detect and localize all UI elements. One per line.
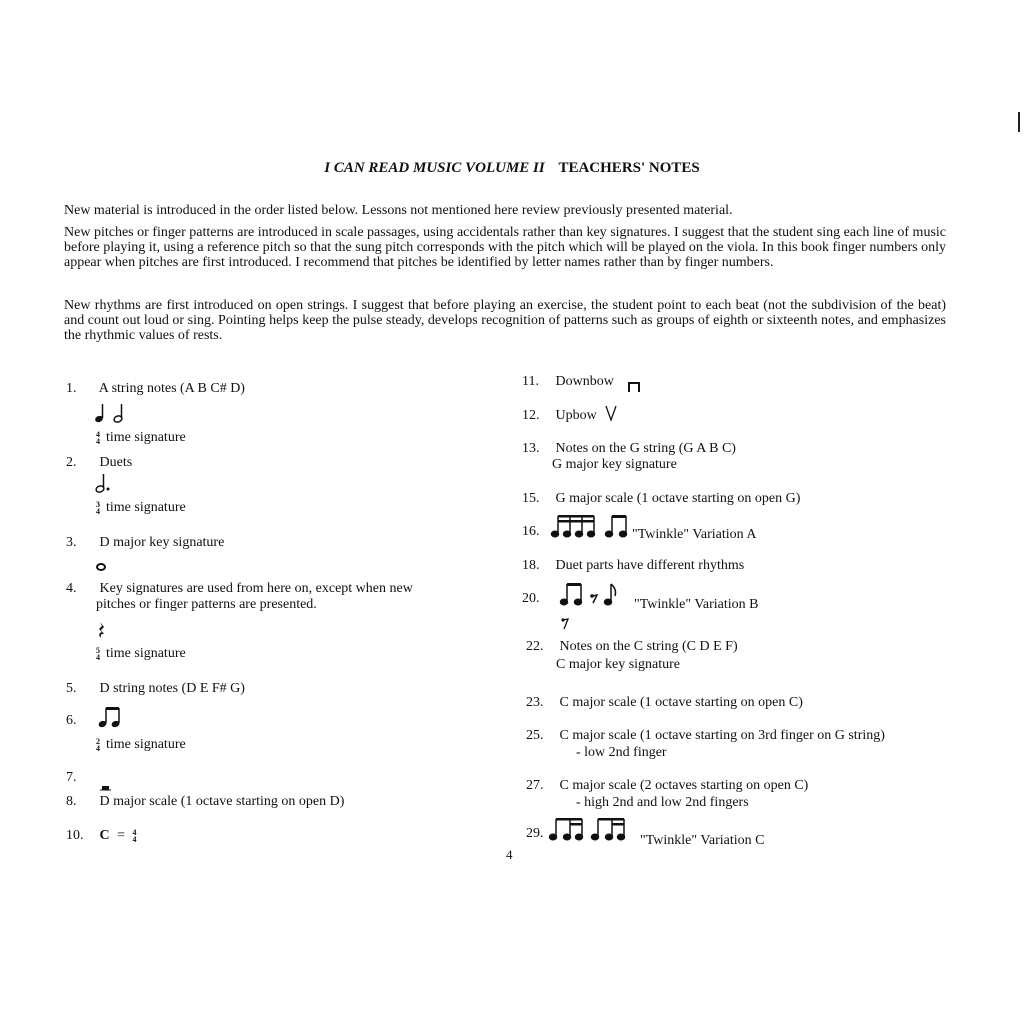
page-title bbox=[0, 160, 1024, 177]
time-signature-label: time signature bbox=[106, 737, 186, 752]
time-signature-label: time signature bbox=[106, 500, 186, 515]
intro-paragraph-2: New pitches or finger patterns are introduced in scale passages, using accidentals rather than key signatures. I suggest that the student sing each line of music before playing it, using a reference pitch so that the sung pitch corresponds with the pitch which will be played on the viola. In this book finger numbers only appear when pitches are first introduced. I recommend that pitches be identified by letter names rather than by finger numbers. bbox=[64, 225, 946, 270]
page-number: 4 bbox=[506, 847, 513, 862]
intro-paragraph-3: New rhythms are first introduced on open strings. I suggest that before playing an exercise, the student point to each beat (not the subdivision of the beat) and count out loud or sing. Pointing helps keep the pulse steady, develops recognition of patterns such as groups of eighth or sixteenth notes, and emphasizes the rhythmic values of rests. bbox=[64, 298, 946, 343]
item-22-line-2: C major key signature bbox=[556, 657, 681, 672]
item-number: 4. bbox=[66, 581, 77, 596]
item-27-line-2: - high 2nd and low 2nd fingers bbox=[576, 795, 749, 810]
item-text-line-1: Notes on the G string (G A B C) bbox=[555, 441, 736, 456]
item-25-line-2: - low 2nd finger bbox=[576, 745, 667, 760]
item-number: 3. bbox=[66, 535, 77, 550]
item-27 bbox=[526, 778, 808, 794]
item-16 bbox=[522, 524, 552, 540]
item-10 bbox=[66, 828, 143, 844]
item-25 bbox=[526, 728, 885, 744]
item-number: 7. bbox=[66, 770, 77, 785]
item-number: 15. bbox=[522, 491, 540, 506]
item-1 bbox=[66, 381, 245, 397]
item-number: 8. bbox=[66, 794, 77, 809]
item-18 bbox=[522, 558, 744, 574]
item-number: 12. bbox=[522, 408, 540, 423]
equals-sign: = bbox=[117, 828, 126, 843]
item-number: 25. bbox=[526, 728, 544, 743]
item-number: 20. bbox=[522, 591, 540, 606]
item-8 bbox=[66, 794, 344, 810]
item-20 bbox=[522, 591, 552, 607]
item-4 bbox=[66, 581, 413, 597]
time-signature-icon: 4 4 bbox=[96, 429, 100, 446]
time-signature-label: time signature bbox=[106, 646, 186, 661]
item-text: Downbow bbox=[555, 374, 614, 389]
item-text-line-1: C major scale (2 octaves starting on open C) bbox=[559, 778, 809, 793]
eighth-rest-eighth-note-icon bbox=[560, 581, 626, 610]
item-12 bbox=[522, 408, 597, 424]
item-11 bbox=[522, 374, 614, 390]
upbow-icon bbox=[605, 404, 617, 424]
item-16-text: "Twinkle" Variation A bbox=[632, 527, 757, 542]
title-italic: I CAN READ MUSIC VOLUME II bbox=[324, 160, 545, 176]
dotted-eighth-sixteenth-icon bbox=[549, 816, 641, 845]
item-text: D string notes (D E F# G) bbox=[99, 681, 245, 696]
half-rest-icon bbox=[100, 775, 112, 795]
item-text: C major scale (1 octave starting on open C) bbox=[559, 695, 803, 710]
title-bold: TEACHERS' NOTES bbox=[558, 160, 700, 176]
item-text: Upbow bbox=[555, 408, 597, 423]
item-number: 27. bbox=[526, 778, 544, 793]
item-text: Duets bbox=[99, 455, 133, 470]
eighth-rest-icon bbox=[560, 614, 570, 634]
item-number: 23. bbox=[526, 695, 544, 710]
item-22 bbox=[526, 639, 738, 655]
item-13 bbox=[522, 441, 736, 457]
item-text: D major key signature bbox=[99, 535, 225, 550]
item-4-line-2: pitches or finger patterns are presented. bbox=[96, 597, 317, 612]
item-5 bbox=[66, 681, 245, 697]
item-number: 6. bbox=[66, 713, 77, 728]
item-text: D major scale (1 octave starting on open D) bbox=[99, 794, 345, 809]
item-3 bbox=[66, 535, 224, 551]
item-number: 11. bbox=[522, 374, 539, 389]
intro-paragraph-1: New material is introduced in the order listed below. Lessons not mentioned here review previously presented material. bbox=[64, 203, 733, 218]
item-1-time-signature bbox=[96, 430, 186, 446]
time-signature-label: time signature bbox=[106, 430, 186, 445]
item-6-time-signature bbox=[96, 737, 186, 753]
downbow-icon bbox=[628, 376, 640, 396]
time-signature-icon: 2 4 bbox=[96, 736, 100, 753]
item-number: 5. bbox=[66, 681, 77, 696]
time-signature-icon: 3 4 bbox=[96, 499, 100, 516]
time-signature-icon: 4 4 bbox=[132, 827, 137, 844]
common-time-icon: C bbox=[99, 828, 110, 843]
item-2-time-signature bbox=[96, 500, 186, 516]
item-number: 29. bbox=[526, 826, 544, 841]
item-text: G major scale (1 octave starting on open G) bbox=[555, 491, 801, 506]
item-number: 22. bbox=[526, 639, 544, 654]
item-text-line-1: C major scale (1 octave starting on 3rd finger on G string) bbox=[559, 728, 885, 743]
item-23 bbox=[526, 695, 803, 711]
item-text: Duet parts have different rhythms bbox=[555, 558, 745, 573]
item-7 bbox=[66, 770, 96, 786]
item-2 bbox=[66, 455, 132, 471]
item-text-line-1: Key signatures are used from here on, except when new bbox=[99, 581, 413, 596]
item-text-line-1: Notes on the C string (C D E F) bbox=[559, 639, 738, 654]
item-29-text: "Twinkle" Variation C bbox=[640, 833, 765, 848]
item-text: A string notes (A B C# D) bbox=[98, 381, 245, 396]
item-4-time-signature bbox=[96, 646, 186, 662]
item-number: 10. bbox=[66, 828, 84, 843]
item-number: 13. bbox=[522, 441, 540, 456]
dotted-half-note-icon bbox=[95, 472, 115, 497]
whole-note-icon bbox=[96, 556, 110, 576]
item-number: 16. bbox=[522, 524, 540, 539]
item-number: 2. bbox=[66, 455, 77, 470]
item-13-line-2: G major key signature bbox=[552, 457, 677, 472]
item-20-text: "Twinkle" Variation B bbox=[634, 597, 759, 612]
item-number: 1. bbox=[66, 381, 77, 396]
item-15 bbox=[522, 491, 800, 507]
eighth-note-pair-icon bbox=[98, 705, 122, 732]
time-signature-icon: 5 4 bbox=[96, 645, 100, 662]
quarter-half-note-icon bbox=[94, 402, 134, 427]
item-6 bbox=[66, 713, 96, 729]
quarter-rest-icon bbox=[97, 620, 107, 643]
item-number: 18. bbox=[522, 558, 540, 573]
page-edge-mark bbox=[1018, 112, 1020, 132]
